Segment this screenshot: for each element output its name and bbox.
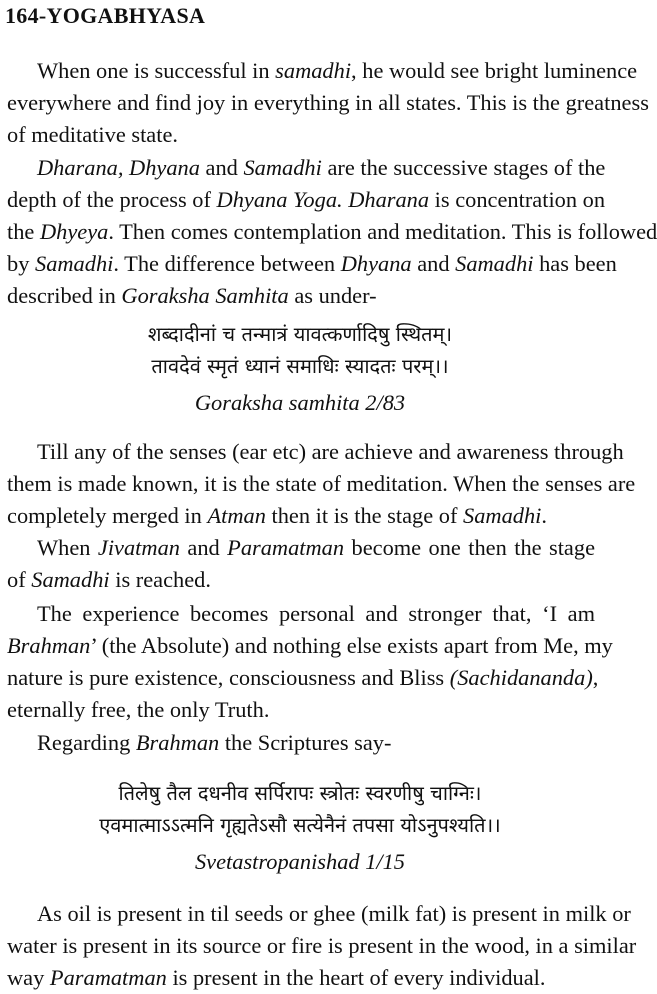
italic-term: Brahman <box>7 633 91 658</box>
text-run: The experience becomes personal and stronger that, ‘I am <box>37 601 595 626</box>
text-run: . The difference between <box>113 251 341 276</box>
text-run: the Scriptures say- <box>219 730 392 755</box>
italic-term: Atman <box>207 503 266 528</box>
text-line <box>7 500 595 532</box>
sanskrit-verse-line: तिलेषु तैल दधनीव सर्पिरापः स्त्रोतः स्वरणीषु चाग्निः। <box>118 781 482 805</box>
text-run: has been <box>533 251 617 276</box>
text-run: and <box>199 155 244 180</box>
text-line <box>7 532 595 564</box>
text-line <box>7 436 624 468</box>
text-line <box>7 962 595 994</box>
text-line <box>7 930 637 962</box>
italic-term: Samadhi <box>455 251 534 276</box>
text-line <box>7 727 595 759</box>
text-run: are the successive stages of the <box>321 155 606 180</box>
text-run: , <box>592 665 599 690</box>
text-run: . <box>541 503 548 528</box>
text-line <box>7 152 606 184</box>
text-run: When one is successful in <box>37 58 276 83</box>
italic-term: (Sachidananda) <box>449 665 593 690</box>
page-header <box>5 3 205 29</box>
text-line <box>7 184 606 216</box>
italic-term: Samadhi <box>31 567 110 592</box>
text-run: as under- <box>288 283 377 308</box>
text-line <box>7 248 617 280</box>
italic-term: Jivatman <box>97 535 180 560</box>
text-line <box>7 216 657 248</box>
italic-term: Samadhi <box>35 251 114 276</box>
text-line <box>7 119 595 151</box>
header-separator: - <box>38 3 47 28</box>
text-line <box>7 630 613 662</box>
text-run: is present in the heart of every individual. <box>166 965 546 990</box>
running-title: YOGABHYASA <box>46 3 206 28</box>
italic-term: Dhyana Yoga. Dharana <box>216 187 430 212</box>
paragraph <box>7 598 613 726</box>
sanskrit-verse-line: तावदेवं स्मृतं ध्यानं समाधिः स्यादतः परम्।। <box>151 354 449 378</box>
verse-citation: Goraksha samhita 2/83 <box>194 390 406 415</box>
text-run: described in <box>7 283 122 308</box>
text-run: of <box>7 567 32 592</box>
text-run: everywhere and find joy in everything in all states. This is the greatness <box>7 90 649 115</box>
text-line <box>7 598 595 630</box>
text-run: As oil is present in til seeds or ghee (milk fat) is present in milk or <box>37 901 631 926</box>
text-run: When <box>37 535 98 560</box>
paragraph <box>7 532 595 596</box>
italic-term: Samadhi <box>463 503 542 528</box>
text-line <box>7 898 631 930</box>
text-line <box>7 280 595 312</box>
text-run: then it is the stage of <box>265 503 464 528</box>
text-run: and <box>179 535 228 560</box>
verse-citation: Svetastropanishad 1/15 <box>194 849 405 874</box>
text-run: the <box>7 219 40 244</box>
text-run: of meditative state. <box>7 122 178 147</box>
italic-term: Dhyeya <box>39 219 109 244</box>
italic-term: Paramatman <box>49 965 167 990</box>
sanskrit-verse-line: शब्दादीनां च तन्मात्रं यावत्कर्णादिषु स्थितम्। <box>147 322 453 346</box>
text-run: them is made known, it is the state of meditation. When the senses are <box>7 471 636 496</box>
text-run: by <box>7 251 35 276</box>
text-run: is concentration on <box>429 187 606 212</box>
text-run: way <box>7 965 50 990</box>
italic-term: Paramatman <box>227 535 345 560</box>
paragraph <box>7 436 636 532</box>
sanskrit-verse-line: एवमात्माऽऽत्मनि गृह्यतेऽसौ सत्येनैनं तपसा योऽनुपश्यति।। <box>99 813 501 837</box>
text-run: . Then comes contemplation and meditation. This is followed <box>108 219 657 244</box>
italic-term: Goraksha Samhita <box>121 283 289 308</box>
text-line <box>7 468 636 500</box>
italic-term: Dharana, Dhyana <box>37 155 200 180</box>
text-run: become one then the stage <box>344 535 596 560</box>
text-line <box>7 55 638 87</box>
text-run: , he would see bright luminence <box>351 58 638 83</box>
text-line <box>7 662 599 694</box>
paragraph <box>7 727 595 759</box>
italic-term: Dhyana <box>340 251 412 276</box>
italic-term: Brahman <box>135 730 220 755</box>
paragraph <box>7 152 657 312</box>
text-line <box>7 694 595 726</box>
paragraph <box>7 898 637 994</box>
text-run: is reached. <box>109 567 211 592</box>
text-run: and <box>411 251 456 276</box>
text-line <box>7 564 595 596</box>
italic-term: Samadhi <box>243 155 322 180</box>
page-number: 164 <box>5 3 39 28</box>
text-run: nature is pure existence, consciousness and Bliss <box>7 665 450 690</box>
text-run: depth of the process of <box>7 187 217 212</box>
text-run: eternally free, the only Truth. <box>7 697 270 722</box>
text-line <box>7 87 649 119</box>
text-run: Regarding <box>37 730 136 755</box>
text-run: water is present in its source or fire is present in the wood, in a similar <box>7 933 637 958</box>
text-run: ’ (the Absolute) and nothing else exists apart from Me, my <box>90 633 613 658</box>
text-run: completely merged in <box>7 503 208 528</box>
paragraph <box>7 55 649 151</box>
italic-term: samadhi <box>275 58 352 83</box>
text-run: Till any of the senses (ear etc) are achieve and awareness through <box>37 439 624 464</box>
